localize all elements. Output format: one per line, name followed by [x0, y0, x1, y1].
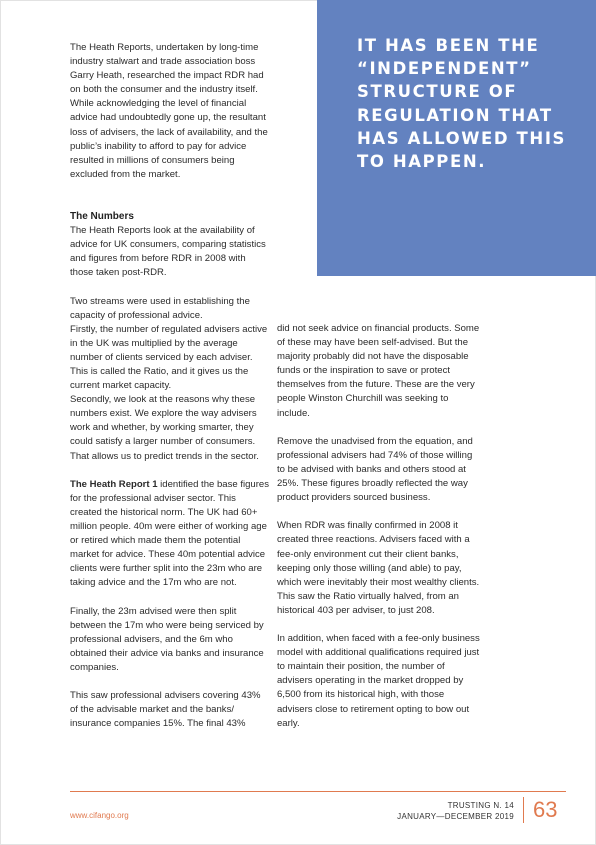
report-text: identified the base figures for the professional adviser sector. This created the historical norm. The UK had 60+ million people. 40m were either of working age or retired which made them the potential market for advice. These 40m potential advice clients were further split into the 23m who are taking advice and the 17m who are not. — [70, 478, 269, 589]
pull-quote-line: IT HAS BEEN THE — [357, 36, 540, 55]
intro-paragraph: The Heath Reports, undertaken by long-time industry stalwart and trade association boss Garry Heath, researched the impact RDR had on both the consumer and the industry itself. While acknowledging the level of financial advice had undoubtedly gone up, the resultant loss of advisers, the lack of availability, and the public’s inability to afford to pay for advice resulted in millions of consumers being excluded from the market. — [70, 42, 268, 180]
continued-paragraph: did not seek advice on financial products. Some of these may have been self-advised. But the majority probably did not have the disposable funds or the inspiration to save or protect themselves from the future. These are the very people Winston Churchill was seeking to include. — [277, 323, 480, 419]
issue-date: JANUARY—DECEMBER 2019 — [397, 811, 514, 821]
pull-quote-line: TO HAPPEN. — [357, 152, 487, 172]
finally-paragraph: Finally, the 23m advised were then split between the 17m who were being serviced by professional advisers, and the 6m who obtained their advice via banks and insurance companies. — [70, 605, 264, 673]
issue-label: TRUSTING N. 14 — [447, 801, 514, 810]
left-column — [70, 41, 270, 731]
right-column — [277, 322, 481, 731]
rdr-reactions-paragraph: When RDR was finally confirmed in 2008 it created three reactions. Advisers faced with a fee-only environment cut their client banks, keeping only those willing (and able) to pay, which were inevitably their most wealthy clients. This saw the Ratio virtually halved, from an historical 403 per adviser, to just 208. — [277, 520, 480, 616]
footer-website-link[interactable]: www.cifango.org — [70, 811, 129, 820]
page-number: 63 — [533, 797, 558, 822]
footer-publication-info — [397, 801, 514, 822]
adviser-drop-paragraph: In addition, when faced with a fee-only business model with additional qualifications required just to maintain their position, the number of advisers operating in the market dropped by 6,500 from its historical high, with those advisers close to retirement opting to bow out early. — [277, 633, 480, 729]
report-paragraph — [70, 478, 270, 591]
coverage-paragraph: This saw professional advisers covering 43% of the advisable market and the banks/ insurance companies 15%. The final 43% — [70, 690, 261, 730]
unadvised-paragraph: Remove the unadvised from the equation, and professional advisers had 74% of those willing to be advised with banks and others stood at 25%. These figures broadly reflected the way product providers sourced business. — [277, 435, 473, 504]
pull-quote-line: “INDEPENDENT” — [357, 59, 532, 79]
pull-quote-line: HAS ALLOWED THIS — [357, 128, 567, 148]
pull-quote-line: STRUCTURE OF — [357, 82, 518, 102]
numbers-paragraph: The Heath Reports look at the availability of advice for UK consumers, comparing statistics and figures from before RDR in 2008 with those taken post-RDR. — [70, 225, 266, 279]
firstly-paragraph: Firstly, the number of regulated advisers active in the UK was multiplied by the average number of clients serviced by each adviser. This is called the Ratio, and it gives us the current market capacity. — [70, 323, 268, 392]
streams-paragraph: Two streams were used in establishing the capacity of professional advice. — [70, 295, 250, 321]
footer-rule — [70, 791, 566, 792]
report-title: The Heath Report 1 — [70, 478, 158, 490]
section-heading-numbers: The Numbers — [70, 210, 134, 222]
pull-quote-line: REGULATION THAT — [357, 105, 553, 125]
footer-divider — [523, 797, 524, 823]
secondly-paragraph: Secondly, we look at the reasons why these numbers exist. We explore the way advisers work and whether, by working smarter, they could satisfy a larger number of consumers. That allows us to predict trends in the sector. — [70, 394, 259, 462]
pull-quote-box — [317, 0, 596, 276]
